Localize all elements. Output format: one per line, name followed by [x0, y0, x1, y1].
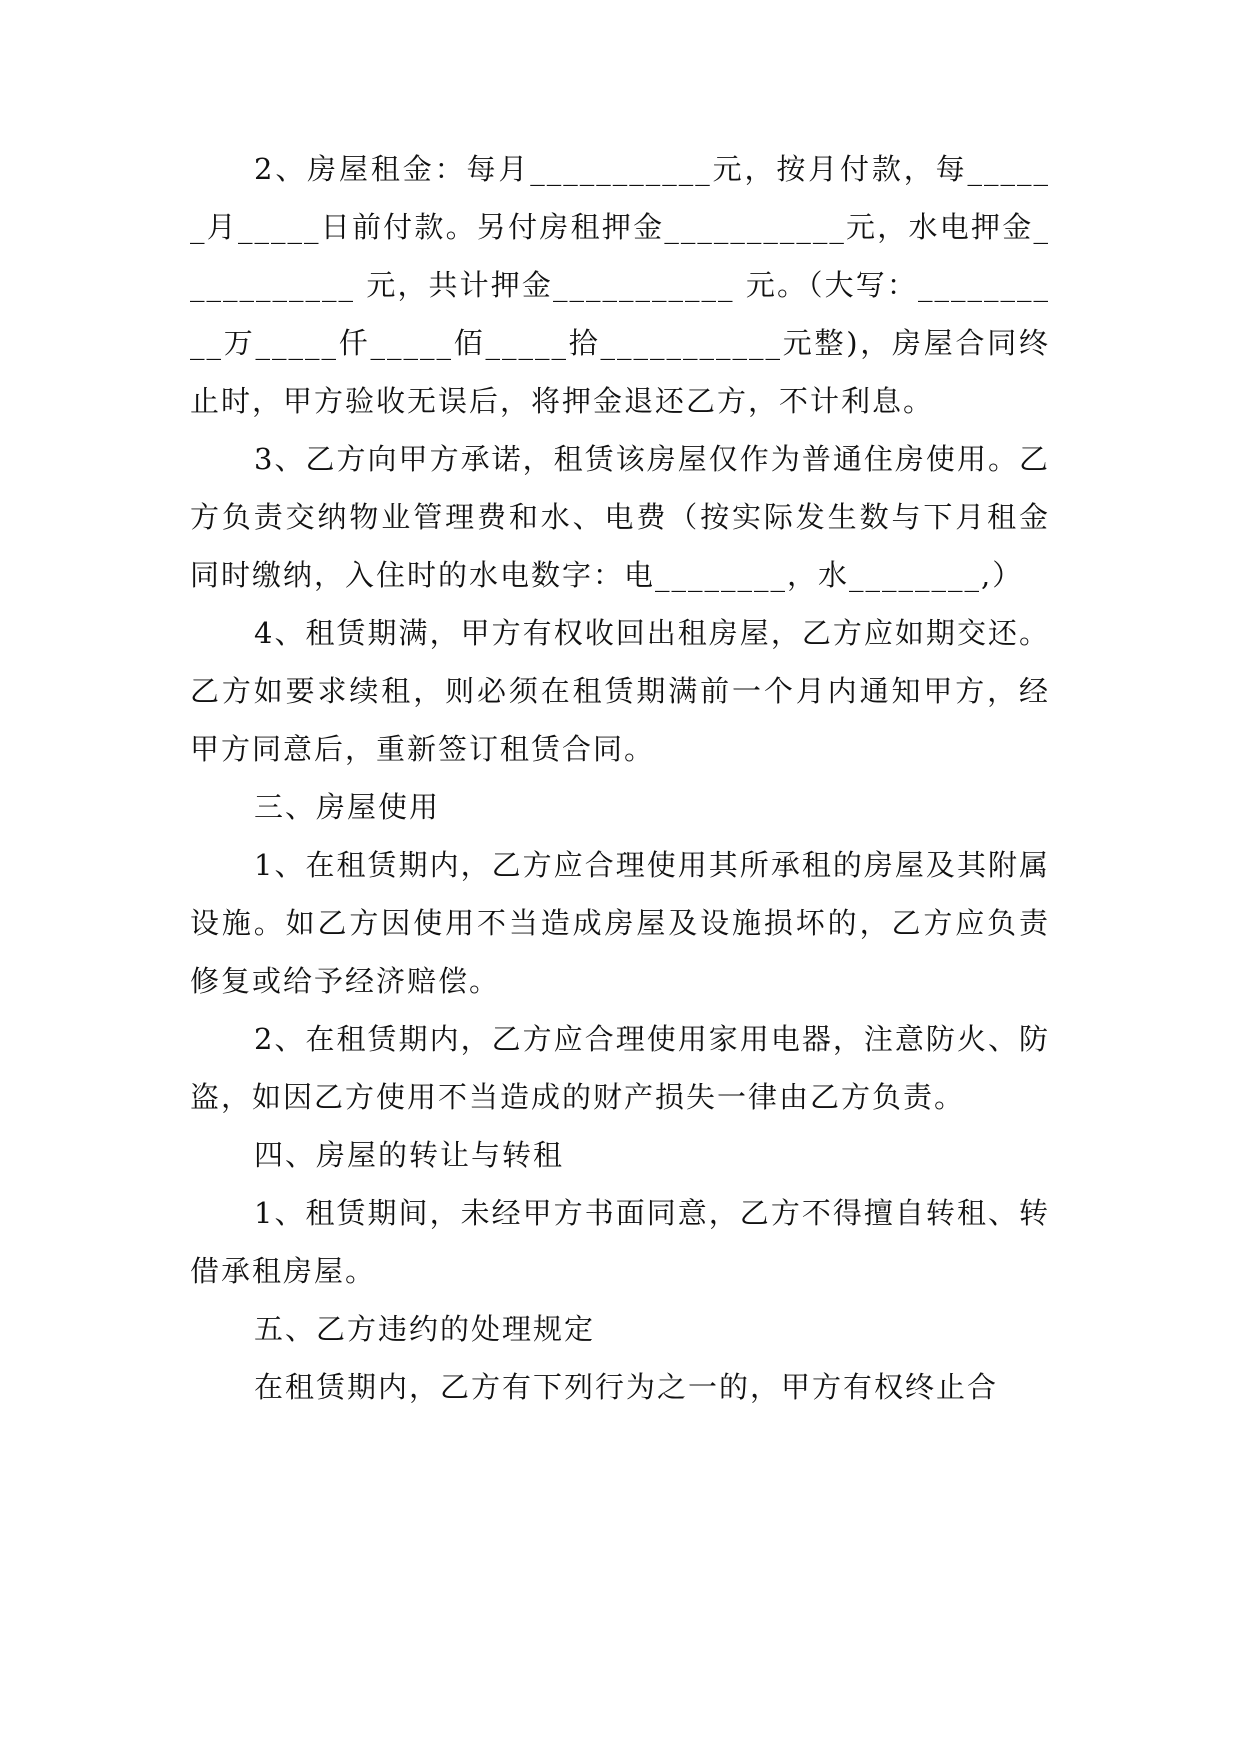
paragraph-no-sublet: 1、租赁期间，未经甲方书面同意，乙方不得擅自转租、转借承租房屋。: [190, 1196, 1050, 1288]
paragraph-usage-commitment: 3、乙方向甲方承诺，租赁该房屋仅作为普通住房使用。乙方负责交纳物业管理费和水、电费（按实际发生数与下月租金同时缴纳，入住时的水电数字：电________，水________,）: [190, 442, 1050, 592]
section-heading-transfer-sublet: 四、房屋的转让与转租: [254, 1138, 565, 1172]
document-page: [190, 140, 1050, 1416]
paragraph-lease-expiry: 4、租赁期满，甲方有权收回出租房屋，乙方应如期交还。乙方如要求续租，则必须在租赁期满前一个月内通知甲方，经甲方同意后，重新签订租赁合同。: [190, 616, 1050, 766]
paragraph-appliances: 2、在租赁期内，乙方应合理使用家用电器，注意防火、防盗，如因乙方使用不当造成的财产损失一律由乙方负责。: [190, 1022, 1050, 1114]
paragraph-reasonable-use: 1、在租赁期内，乙方应合理使用其所承租的房屋及其附属设施。如乙方因使用不当造成房屋及设施损坏的，乙方应负责修复或给予经济赔偿。: [190, 848, 1050, 998]
paragraph-rent: 2、房屋租金：每月___________元，按月付款，每______月_____日前付款。另付房租押金___________元，水电押金___________ 元，共计押金___________ 元。（大写：__________万_____仟_____佰_____拾___________元整)，房屋合同终止时，甲方验收无误后，将押金退还乙方，不计利息。: [190, 152, 1050, 418]
paragraph-breach-intro: 在租赁期内，乙方有下列行为之一的，甲方有权终止合: [254, 1370, 999, 1404]
section-heading-house-use: 三、房屋使用: [254, 790, 441, 824]
section-heading-breach: 五、乙方违约的处理规定: [254, 1312, 596, 1346]
